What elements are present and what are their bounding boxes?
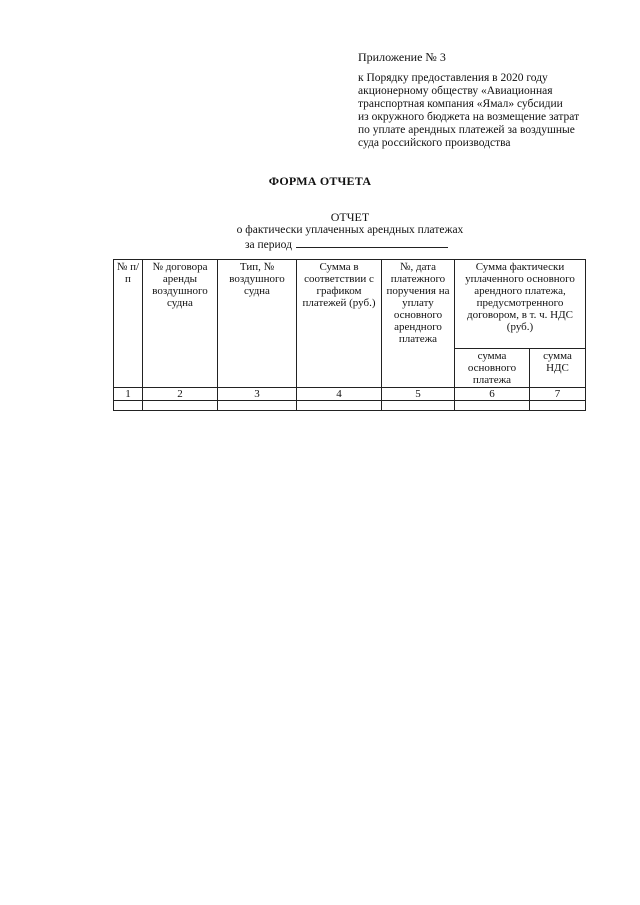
header-main-payment-sum: сумма основного платежа (455, 349, 530, 388)
header-scheduled-sum: Сумма в соответствии с графиком платежей (руб.) (297, 260, 382, 388)
header-actual-paid-sum: Сумма фактически уплаченного основного арендного платежа, предусмотренного договором, в т. ч. НДС (руб.) (455, 260, 586, 349)
column-numbers-row (114, 388, 586, 401)
appendix-line: из окружного бюджета на возмещение затрат (358, 111, 580, 123)
appendix-line: суда российского производства (358, 137, 511, 149)
report-table (113, 259, 586, 411)
header-vat-sum: сумма НДС (530, 349, 586, 388)
empty-cell (143, 401, 218, 411)
header-aircraft-type: Тип, № воздушного судна (218, 260, 297, 388)
header-row-number: № п/п (114, 260, 143, 388)
column-number: 6 (455, 388, 530, 401)
empty-cell (218, 401, 297, 411)
column-number: 3 (218, 388, 297, 401)
empty-cell (382, 401, 455, 411)
appendix-line: транспортная компания «Ямал» субсидии (358, 98, 563, 110)
empty-cell (530, 401, 586, 411)
header-lease-contract: № договора аренды воздушного судна (143, 260, 218, 388)
column-number: 5 (382, 388, 455, 401)
period-blank-line (296, 238, 448, 248)
column-number: 1 (114, 388, 143, 401)
appendix-line: акционерному обществу «Авиационная (358, 85, 553, 97)
column-number: 7 (530, 388, 586, 401)
empty-cell (114, 401, 143, 411)
form-title: ФОРМА ОТЧЕТА (268, 174, 372, 188)
report-title: ОТЧЕТ (330, 210, 370, 224)
column-number: 4 (297, 388, 382, 401)
report-period (245, 238, 448, 252)
appendix-reference (358, 72, 618, 150)
header-payment-order: №, дата платежного поручения на уплату основного арендного платежа (382, 260, 455, 388)
report-subtitle: о фактически уплаченных арендных платежах (236, 224, 464, 236)
empty-cell (455, 401, 530, 411)
appendix-number: Приложение № 3 (358, 50, 446, 64)
period-label: за период (245, 239, 292, 251)
appendix-line: по уплате арендных платежей за воздушные (358, 124, 575, 136)
empty-cell (297, 401, 382, 411)
appendix-line: к Порядку предоставления в 2020 году (358, 72, 548, 84)
column-number: 2 (143, 388, 218, 401)
empty-data-row (114, 401, 586, 411)
